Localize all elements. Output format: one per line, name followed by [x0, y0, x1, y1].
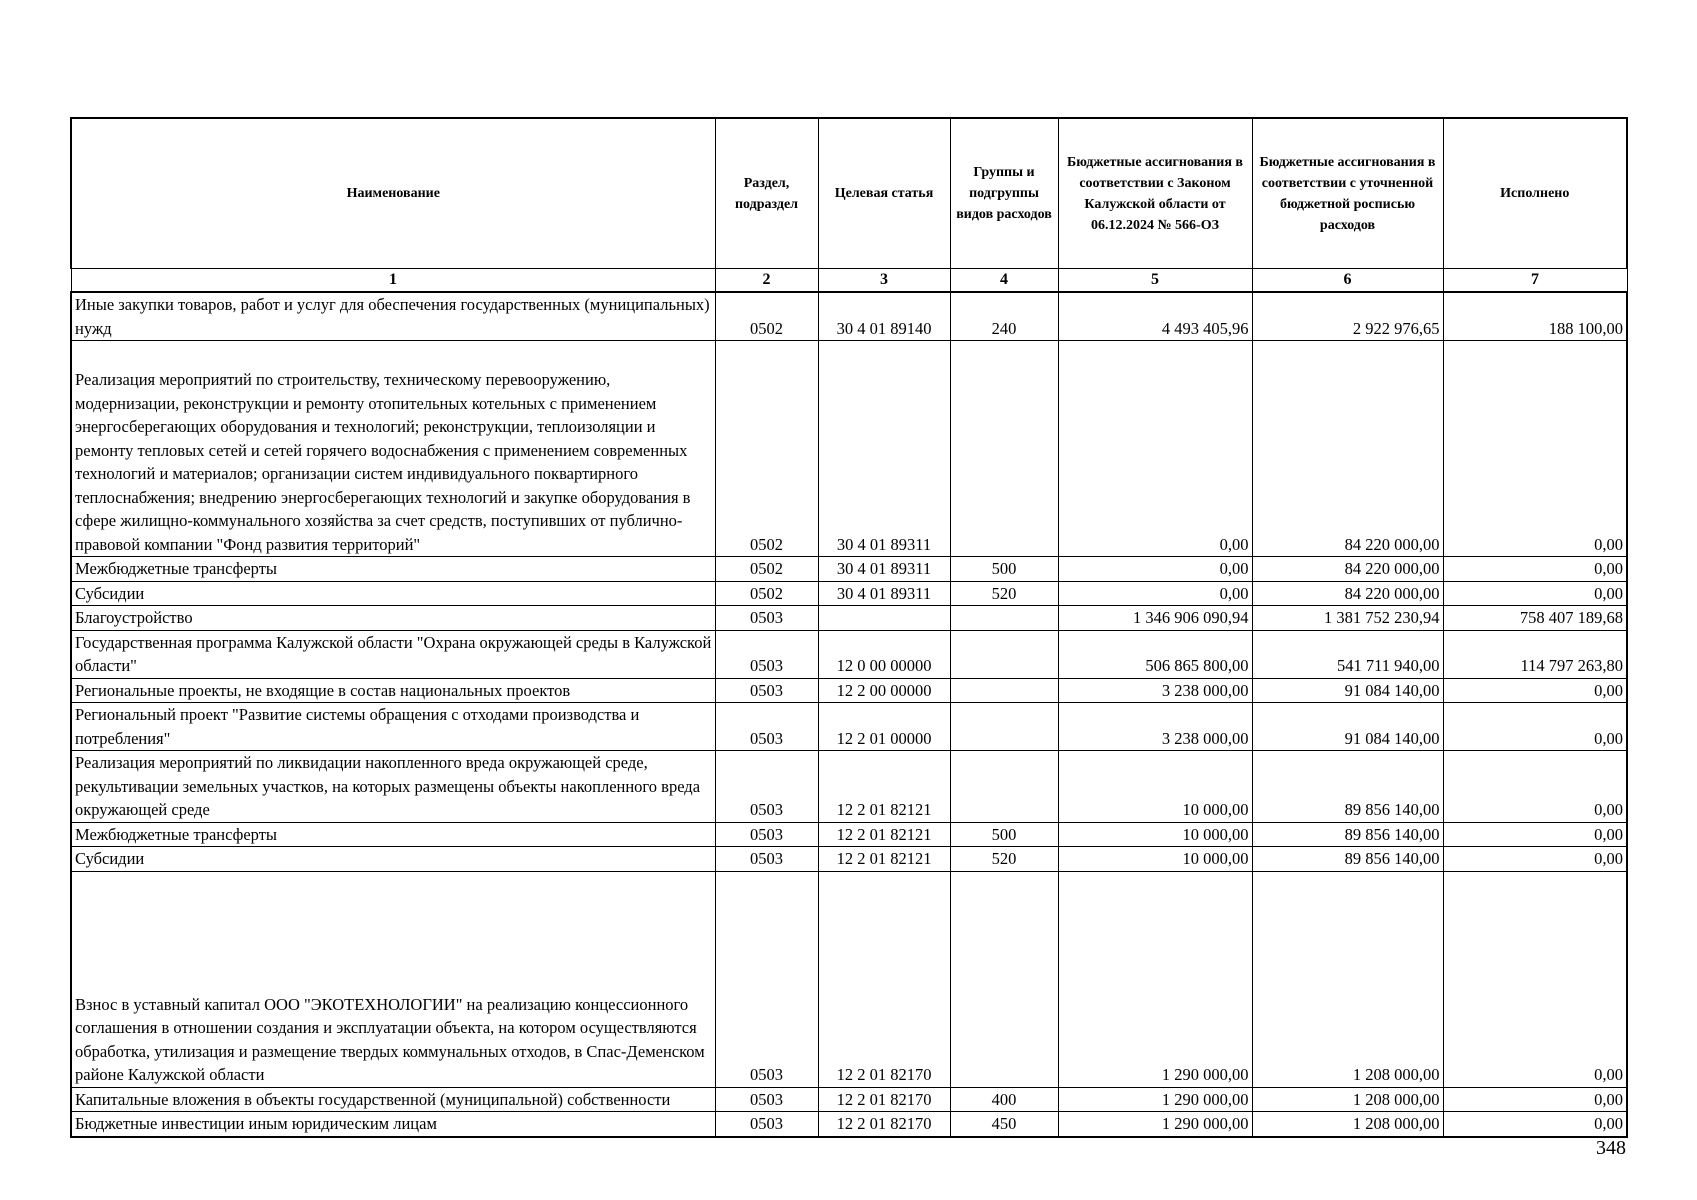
cell-name: Иные закупки товаров, работ и услуг для обеспечения государственных (муниципальных) нужд: [71, 292, 715, 341]
cell-target-article: 12 2 01 82121: [818, 751, 950, 823]
table-row: [71, 581, 1627, 606]
budget-table-sheet: [70, 117, 1626, 1138]
cell-executed: 0,00: [1443, 703, 1627, 751]
cell-name: Благоустройство: [71, 606, 715, 631]
cell-target-article: 30 4 01 89140: [818, 292, 950, 341]
column-number: 3: [818, 269, 950, 293]
cell-expense-group: 500: [950, 557, 1058, 582]
cell-section: 0502: [715, 341, 818, 557]
cell-executed: 0,00: [1443, 822, 1627, 847]
cell-refined-appropriation: 84 220 000,00: [1252, 557, 1443, 582]
cell-refined-appropriation: 84 220 000,00: [1252, 581, 1443, 606]
column-number: 4: [950, 269, 1058, 293]
cell-law-appropriation: 10 000,00: [1058, 751, 1252, 823]
cell-expense-group: [950, 703, 1058, 751]
cell-law-appropriation: 0,00: [1058, 341, 1252, 557]
cell-refined-appropriation: 541 711 940,00: [1252, 630, 1443, 678]
cell-section: 0503: [715, 1112, 818, 1137]
cell-refined-appropriation: 91 084 140,00: [1252, 703, 1443, 751]
cell-target-article: 30 4 01 89311: [818, 341, 950, 557]
cell-target-article: 12 0 00 00000: [818, 630, 950, 678]
cell-name: Взнос в уставный капитал ООО "ЭКОТЕХНОЛОГИИ" на реализацию концессионного соглашения в отношении создания и эксплуатации объекта, на котором осуществляются обработка, утилизация и размещение твердых коммунальных отходов, в Спас-Деменском районе Калужской области: [71, 871, 715, 1087]
cell-section: 0503: [715, 1087, 818, 1112]
cell-executed: 0,00: [1443, 341, 1627, 557]
cell-name: Бюджетные инвестиции иным юридическим лицам: [71, 1112, 715, 1137]
cell-expense-group: 520: [950, 847, 1058, 872]
cell-executed: 0,00: [1443, 678, 1627, 703]
header-refined-appropriations: Бюджетные ассигнования в соответствии с уточненной бюджетной росписью расходов: [1252, 118, 1443, 269]
cell-law-appropriation: 1 290 000,00: [1058, 1112, 1252, 1137]
cell-name: Реализация мероприятий по строительству, техническому перевооружению, модернизации, реконструкции и ремонту отопительных котельных с применением энергосберегающих оборудования и технологий; реконструкции, теплоизоляции и ремонту тепловых сетей и сетей горячего водоснабжения с применением современных технологий и материалов; организации систем индивидуального поквартирного теплоснабжения; внедрению энергосберегающих технологий и закупке оборудования в сфере жилищно-коммунального хозяйства за счет средств, поступивших от публично-правовой компании "Фонд развития территорий": [71, 341, 715, 557]
cell-refined-appropriation: 1 381 752 230,94: [1252, 606, 1443, 631]
column-number: 5: [1058, 269, 1252, 293]
cell-executed: 114 797 263,80: [1443, 630, 1627, 678]
cell-law-appropriation: 1 290 000,00: [1058, 871, 1252, 1087]
cell-refined-appropriation: 1 208 000,00: [1252, 1112, 1443, 1137]
cell-target-article: 30 4 01 89311: [818, 557, 950, 582]
cell-refined-appropriation: 89 856 140,00: [1252, 751, 1443, 823]
cell-law-appropriation: 0,00: [1058, 557, 1252, 582]
cell-executed: 0,00: [1443, 581, 1627, 606]
table-row: [71, 557, 1627, 582]
cell-target-article: 12 2 01 00000: [818, 703, 950, 751]
table-row: [71, 1112, 1627, 1137]
cell-target-article: 12 2 00 00000: [818, 678, 950, 703]
cell-refined-appropriation: 1 208 000,00: [1252, 871, 1443, 1087]
column-number: 2: [715, 269, 818, 293]
cell-law-appropriation: 10 000,00: [1058, 847, 1252, 872]
header-row: [71, 118, 1627, 269]
cell-refined-appropriation: 91 084 140,00: [1252, 678, 1443, 703]
header-law-appropriations: Бюджетные ассигнования в соответствии с Законом Калужской области от 06.12.2024 № 566-ОЗ: [1058, 118, 1252, 269]
cell-target-article: 12 2 01 82170: [818, 871, 950, 1087]
cell-name: Субсидии: [71, 581, 715, 606]
table-row: [71, 1087, 1627, 1112]
cell-target-article: 12 2 01 82121: [818, 847, 950, 872]
cell-executed: 0,00: [1443, 847, 1627, 872]
header-target-article: Целевая статья: [818, 118, 950, 269]
table-row: [71, 751, 1627, 823]
cell-executed: 0,00: [1443, 557, 1627, 582]
table-row: [71, 630, 1627, 678]
cell-target-article: [818, 606, 950, 631]
cell-executed: 0,00: [1443, 871, 1627, 1087]
cell-section: 0502: [715, 292, 818, 341]
cell-name: Субсидии: [71, 847, 715, 872]
header-name: Наименование: [71, 118, 715, 269]
table-row: [71, 606, 1627, 631]
cell-name: Капитальные вложения в объекты государственной (муниципальной) собственности: [71, 1087, 715, 1112]
cell-target-article: 12 2 01 82170: [818, 1112, 950, 1137]
table-row: [71, 292, 1627, 341]
cell-target-article: 12 2 01 82170: [818, 1087, 950, 1112]
cell-section: 0503: [715, 630, 818, 678]
cell-law-appropriation: 3 238 000,00: [1058, 703, 1252, 751]
cell-refined-appropriation: 1 208 000,00: [1252, 1087, 1443, 1112]
cell-executed: 0,00: [1443, 1087, 1627, 1112]
column-number: 1: [71, 269, 715, 293]
table-row: [71, 678, 1627, 703]
cell-refined-appropriation: 89 856 140,00: [1252, 847, 1443, 872]
cell-expense-group: [950, 678, 1058, 703]
budget-table: [70, 117, 1628, 1138]
cell-law-appropriation: 0,00: [1058, 581, 1252, 606]
table-row: [71, 847, 1627, 872]
column-number-row: [71, 269, 1627, 293]
cell-refined-appropriation: 89 856 140,00: [1252, 822, 1443, 847]
table-row: [71, 703, 1627, 751]
cell-law-appropriation: 1 346 906 090,94: [1058, 606, 1252, 631]
cell-law-appropriation: 1 290 000,00: [1058, 1087, 1252, 1112]
cell-name: Региональный проект "Развитие системы обращения с отходами производства и потребления": [71, 703, 715, 751]
cell-expense-group: 500: [950, 822, 1058, 847]
cell-name: Межбюджетные трансферты: [71, 822, 715, 847]
cell-expense-group: [950, 606, 1058, 631]
cell-executed: 0,00: [1443, 1112, 1627, 1137]
cell-target-article: 12 2 01 82121: [818, 822, 950, 847]
cell-section: 0502: [715, 557, 818, 582]
cell-section: 0503: [715, 606, 818, 631]
cell-section: 0502: [715, 581, 818, 606]
cell-executed: 758 407 189,68: [1443, 606, 1627, 631]
cell-law-appropriation: 3 238 000,00: [1058, 678, 1252, 703]
cell-expense-group: [950, 751, 1058, 823]
cell-expense-group: 240: [950, 292, 1058, 341]
cell-law-appropriation: 4 493 405,96: [1058, 292, 1252, 341]
cell-name: Региональные проекты, не входящие в состав национальных проектов: [71, 678, 715, 703]
column-number: 6: [1252, 269, 1443, 293]
cell-refined-appropriation: 84 220 000,00: [1252, 341, 1443, 557]
cell-section: 0503: [715, 822, 818, 847]
column-number: 7: [1443, 269, 1627, 293]
cell-name: Государственная программа Калужской области "Охрана окружающей среды в Калужской области": [71, 630, 715, 678]
cell-expense-group: [950, 871, 1058, 1087]
cell-executed: 0,00: [1443, 751, 1627, 823]
header-section: Раздел, подраздел: [715, 118, 818, 269]
cell-section: 0503: [715, 847, 818, 872]
cell-name: Реализация мероприятий по ликвидации накопленного вреда окружающей среде, рекультивации земельных участков, на которых размещены объекты накопленного вреда окружающей среде: [71, 751, 715, 823]
cell-expense-group: [950, 630, 1058, 678]
cell-section: 0503: [715, 703, 818, 751]
cell-expense-group: 400: [950, 1087, 1058, 1112]
cell-refined-appropriation: 2 922 976,65: [1252, 292, 1443, 341]
cell-target-article: 30 4 01 89311: [818, 581, 950, 606]
cell-section: 0503: [715, 678, 818, 703]
cell-law-appropriation: 10 000,00: [1058, 822, 1252, 847]
cell-executed: 188 100,00: [1443, 292, 1627, 341]
table-row: [71, 871, 1627, 1087]
cell-name: Межбюджетные трансферты: [71, 557, 715, 582]
cell-expense-group: 450: [950, 1112, 1058, 1137]
cell-law-appropriation: 506 865 800,00: [1058, 630, 1252, 678]
cell-section: 0503: [715, 751, 818, 823]
cell-section: 0503: [715, 871, 818, 1087]
table-body: [71, 292, 1627, 1137]
table-row: [71, 341, 1627, 557]
header-expense-groups: Группы и подгруппы видов расходов: [950, 118, 1058, 269]
cell-expense-group: [950, 341, 1058, 557]
cell-expense-group: 520: [950, 581, 1058, 606]
header-executed: Исполнено: [1443, 118, 1627, 269]
page-number: 348: [1596, 1137, 1626, 1159]
table-row: [71, 822, 1627, 847]
